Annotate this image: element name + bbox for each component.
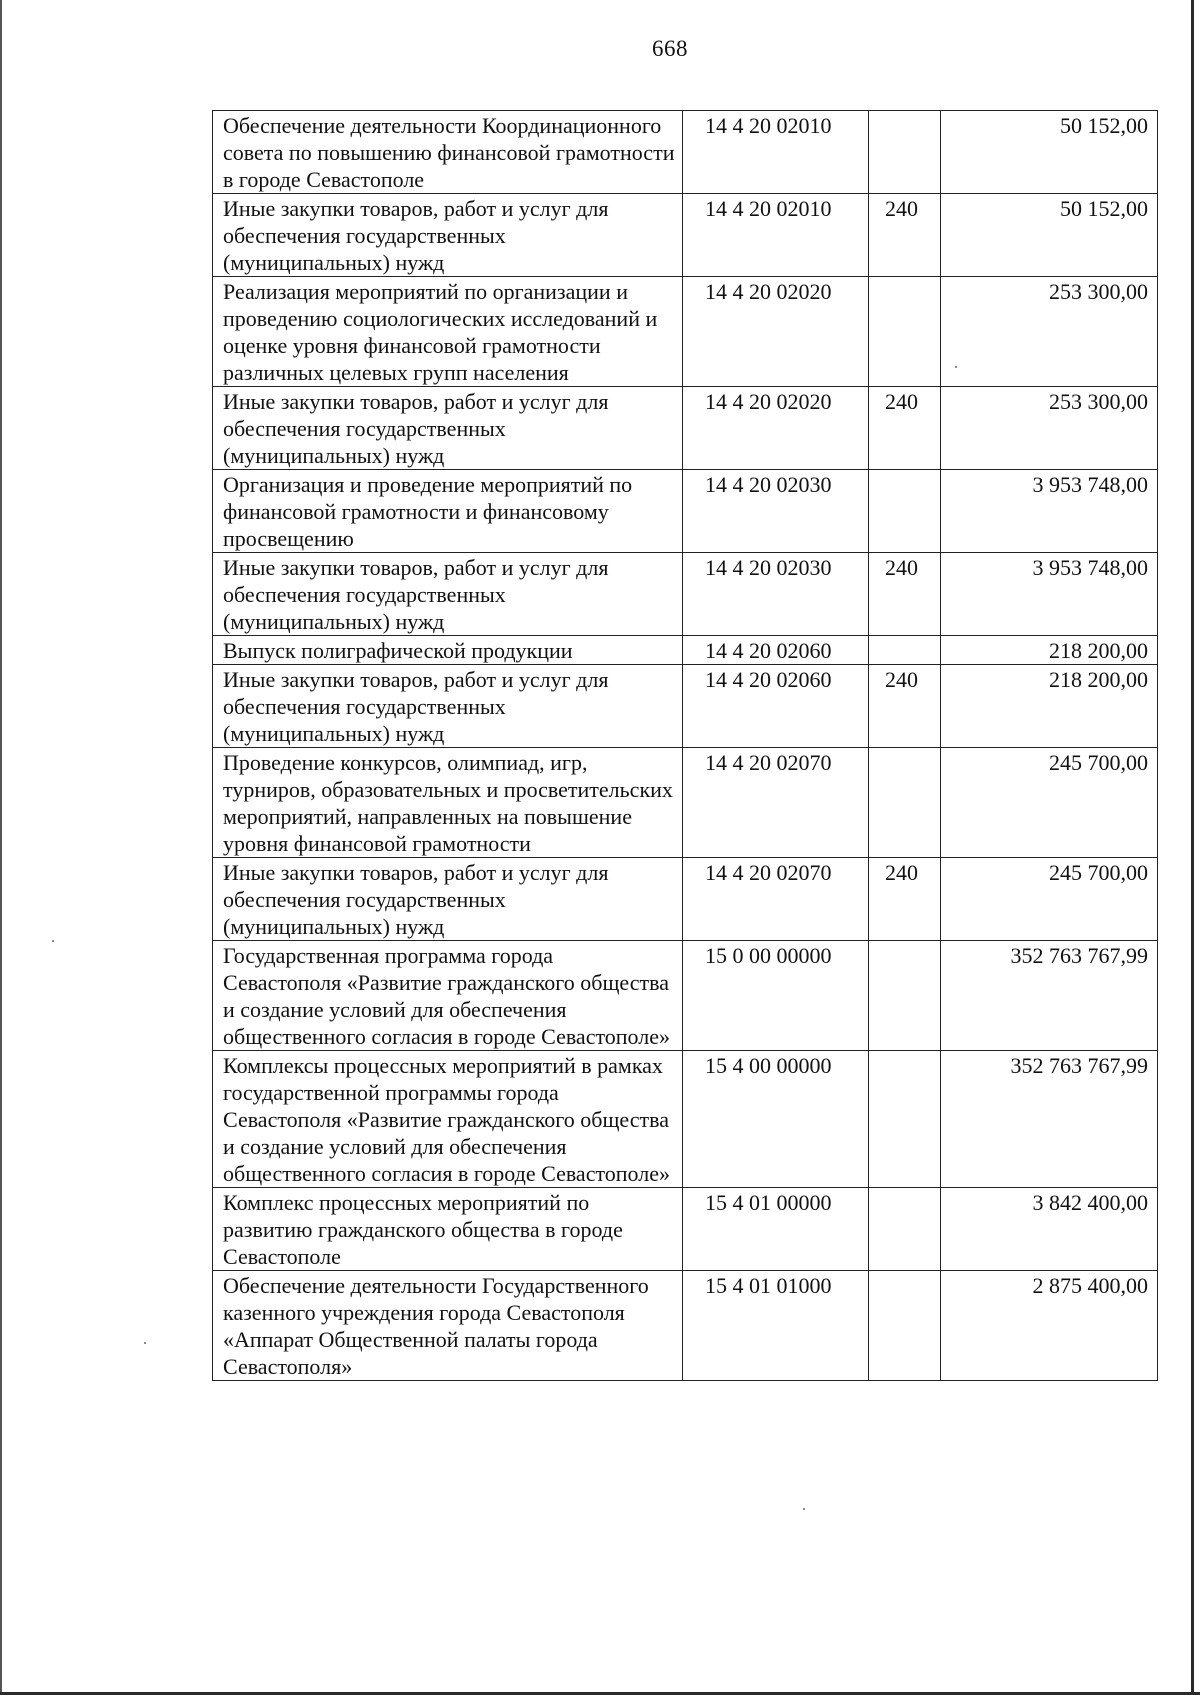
row-amount: 218 200,00 [941,636,1158,665]
row-expense-type [869,1271,941,1381]
table-row [213,1188,1158,1271]
row-name: Иные закупки товаров, работ и услуг для обеспечения государственных (муниципальных) нужд [213,553,683,636]
row-expense-type: 240 [869,553,941,636]
row-amount: 2 875 400,00 [941,1271,1158,1381]
scan-speck [803,1508,805,1510]
row-amount: 50 152,00 [941,111,1158,194]
scan-speck [144,1342,146,1344]
row-expense-type: 240 [869,387,941,470]
row-amount: 3 953 748,00 [941,470,1158,553]
row-amount: 218 200,00 [941,665,1158,748]
table-row [213,470,1158,553]
row-expense-type [869,1051,941,1188]
row-name: Иные закупки товаров, работ и услуг для обеспечения государственных (муниципальных) нужд [213,194,683,277]
row-target-code: 15 4 00 00000 [683,1051,869,1188]
row-name: Государственная программа города Севастополя «Развитие гражданского общества и создание условий для обеспечения общественного согласия в городе Севастополе» [213,941,683,1051]
table-row [213,553,1158,636]
row-amount: 253 300,00 [941,277,1158,387]
row-target-code: 14 4 20 02070 [683,748,869,858]
table-row [213,1051,1158,1188]
row-expense-type: 240 [869,858,941,941]
row-name: Реализация мероприятий по организации и проведению социологических исследований и оценке уровня финансовой грамотности различных целевых групп населения [213,277,683,387]
row-expense-type [869,277,941,387]
row-target-code: 14 4 20 02010 [683,194,869,277]
row-target-code: 14 4 20 02060 [683,665,869,748]
row-amount: 245 700,00 [941,858,1158,941]
row-expense-type [869,636,941,665]
row-amount: 352 763 767,99 [941,1051,1158,1188]
row-name: Комплексы процессных мероприятий в рамках государственной программы города Севастополя «Развитие гражданского общества и создание условий для обеспечения общественного согласия в городе Севастополе» [213,1051,683,1188]
table-row [213,636,1158,665]
row-target-code: 15 0 00 00000 [683,941,869,1051]
row-amount: 253 300,00 [941,387,1158,470]
page-number: 668 [652,36,688,61]
row-name: Комплекс процессных мероприятий по развитию гражданского общества в городе Севастополе [213,1188,683,1271]
row-amount: 352 763 767,99 [941,941,1158,1051]
row-expense-type [869,941,941,1051]
table-row [213,387,1158,470]
row-target-code: 14 4 20 02020 [683,277,869,387]
table-row [213,1271,1158,1381]
row-expense-type: 240 [869,665,941,748]
row-target-code: 15 4 01 00000 [683,1188,869,1271]
table-row [213,277,1158,387]
row-target-code: 15 4 01 01000 [683,1271,869,1381]
table-row [213,748,1158,858]
row-name: Иные закупки товаров, работ и услуг для обеспечения государственных (муниципальных) нужд [213,858,683,941]
row-amount: 3 842 400,00 [941,1188,1158,1271]
budget-table [212,110,1158,1381]
table-body [213,111,1158,1381]
row-expense-type [869,470,941,553]
row-name: Проведение конкурсов, олимпиад, игр, турниров, образовательных и просветительских мероприятий, направленных на повышение уровня финансовой грамотности [213,748,683,858]
table-row [213,665,1158,748]
row-target-code: 14 4 20 02020 [683,387,869,470]
row-name: Иные закупки товаров, работ и услуг для обеспечения государственных (муниципальных) нужд [213,665,683,748]
table-row [213,858,1158,941]
row-target-code: 14 4 20 02030 [683,553,869,636]
row-name: Обеспечение деятельности Государственного казенного учреждения города Севастополя «Аппарат Общественной палаты города Севастополя» [213,1271,683,1381]
scan-speck [52,940,54,942]
table-row [213,194,1158,277]
scan-edge-left [0,0,2,1695]
row-amount: 50 152,00 [941,194,1158,277]
row-expense-type [869,1188,941,1271]
row-expense-type [869,748,941,858]
row-amount: 245 700,00 [941,748,1158,858]
row-target-code: 14 4 20 02010 [683,111,869,194]
row-expense-type: 240 [869,194,941,277]
scan-edge-right [1191,0,1194,1695]
row-amount: 3 953 748,00 [941,553,1158,636]
row-name: Организация и проведение мероприятий по финансовой грамотности и финансовому просвещению [213,470,683,553]
row-expense-type [869,111,941,194]
row-target-code: 14 4 20 02060 [683,636,869,665]
table-row [213,941,1158,1051]
row-name: Обеспечение деятельности Координационного совета по повышению финансовой грамотности в городе Севастополе [213,111,683,194]
row-target-code: 14 4 20 02070 [683,858,869,941]
table-row [213,111,1158,194]
row-target-code: 14 4 20 02030 [683,470,869,553]
row-name: Выпуск полиграфической продукции [213,636,683,665]
scan-speck [955,366,957,368]
row-name: Иные закупки товаров, работ и услуг для обеспечения государственных (муниципальных) нужд [213,387,683,470]
